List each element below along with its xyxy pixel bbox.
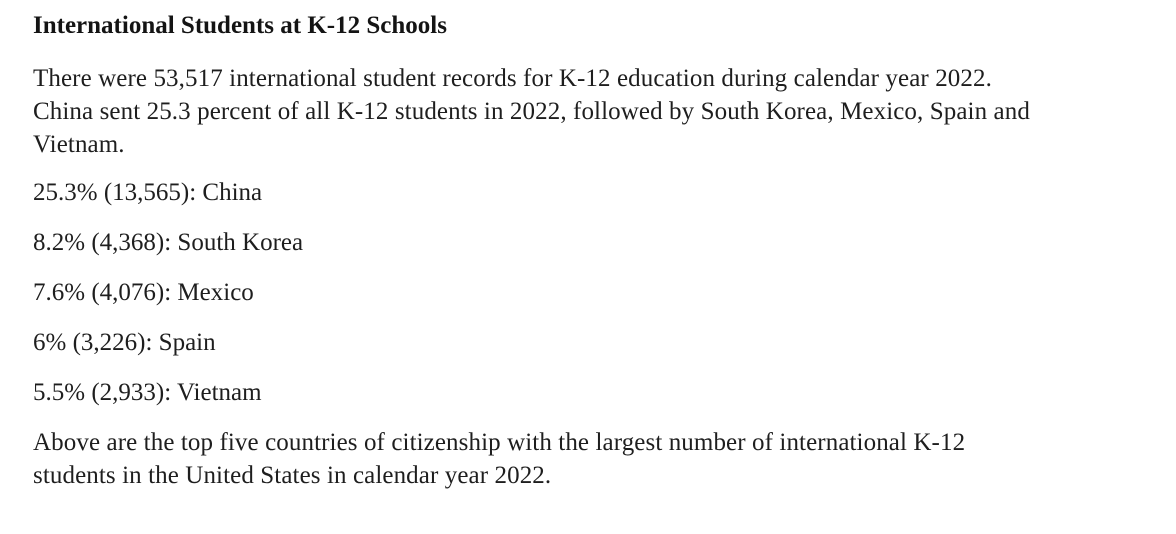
stat-spain: 6% (3,226): Spain	[33, 329, 216, 356]
stat-vietnam: 5.5% (2,933): Vietnam	[33, 379, 262, 406]
document-title: International Students at K-12 Schools	[33, 12, 447, 39]
outro-paragraph: Above are the top five countries of citizenship with the largest number of international K-12 students in the United States in calendar year 2022.	[33, 429, 966, 489]
intro-paragraph: There were 53,517 international student records for K-12 education during calendar year 2022. China sent 25.3 percent of all K-12 students in 2022, followed by South Korea, Mexico, Spain and Vietnam.	[33, 65, 1030, 158]
stat-mexico: 7.6% (4,076): Mexico	[33, 279, 254, 306]
stat-south-korea: 8.2% (4,368): South Korea	[33, 229, 304, 256]
stats-list	[33, 176, 1143, 409]
document-body	[33, 10, 1143, 492]
stat-china: 25.3% (13,565): China	[33, 179, 263, 206]
